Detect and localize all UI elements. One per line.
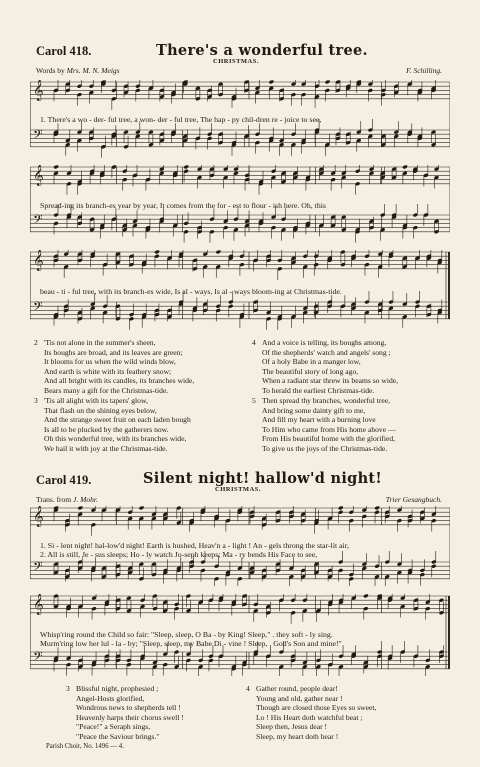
publication-footer: Parish Choir, No. 1496 — 4. <box>46 743 124 750</box>
svg-text:𝄞: 𝄞 <box>33 594 44 614</box>
carol-419-title: Silent night! hallow'd night! <box>143 470 383 487</box>
svg-text:𝄞: 𝄞 <box>33 80 44 100</box>
verses-419-right <box>246 684 446 742</box>
verses-418-left <box>34 338 244 454</box>
carol-419-composer: Trier Gesangbuch. <box>385 495 442 504</box>
svg-text:𝄞: 𝄞 <box>33 506 44 526</box>
svg-text:𝄞: 𝄞 <box>33 250 44 270</box>
lyric-line: beau - ti - ful tree, with its branch-es wide, Is al - ways, Is al - ways bloom-ing at Christmas-tide. <box>40 287 342 296</box>
lyric-line: 2. All is still, Je - sus sleeps; Ho - ly watch Jo-seph keeps; Ma - ry bends His Face to see, <box>40 550 318 559</box>
carol-419-translation-credit: Trans. from J. Mohr. <box>36 495 98 504</box>
lyric-line: Whisp'ring round the Child so fair: "Sleep, sleep, O Ba - by King! Sleep," . they soft - ly sing. <box>40 630 333 639</box>
verse-5: 5 Then spread thy branches, wonderful tree, And bring some dainty gift to me, And fill my heart with a burning love To Him who came from His home above — From His beautiful home with the glorified, To give us the joys of the Christmas-tide. <box>252 396 396 453</box>
carol-419-number: Carol 419. <box>36 473 92 487</box>
verse-3: 3 Blissful night, prophesied ; Angel-Hosts glorified, Wondrous news to shepherds tell ! Heavenly harps their chorus swell ! "Peace!" a Seraph sings, "Peace the Saviour brings." <box>66 684 184 741</box>
lyric-line: Spread-ing its branch-es year by year, It comes from the for - est to flour - ish here. Oh, this <box>40 201 326 210</box>
verses-418-right <box>252 338 462 454</box>
svg-text:𝄞: 𝄞 <box>33 165 44 185</box>
verse-2: 2 'Tis not alone in the summer's sheen, Its boughs are broad, and its leaves are green; It blooms for us when the wild winds blow, And earth is white with its feathery snow; And all bright with its candles, its branches wide, Bears many a gift for the Christmas-tide. <box>34 338 195 395</box>
lyric-line: 1. There's a wo - der- ful tree, a won- der - ful tree, The hap - py chil-dren re - joice to see, <box>40 115 322 124</box>
carol-418-words-credit: Words by Mrs. M. N. Meigs <box>36 66 120 75</box>
lyric-line: 1. Si - lent night! hal-low'd night! Earth is hushed, Heav'n a - light ! An - gels throng the star-lit air, <box>40 541 349 550</box>
svg-text:𝄢: 𝄢 <box>33 214 43 230</box>
carol-418-occasion: CHRISTMAS. <box>213 58 259 65</box>
carol-418-number: Carol 418. <box>36 44 92 58</box>
carol-418-composer: F. Schilling. <box>406 66 442 75</box>
verse-4: 4 And a voice is telling, its boughs among, Of the shepherds' watch and angels' song ; Of a holy Babe in a manger low, The beautiful story of long ago, When a radiant star threw its beams so wide, To herald the earliest Christmas-tide. <box>252 338 399 395</box>
svg-text:𝄢: 𝄢 <box>33 129 43 145</box>
carol-418-title: There's a wonderful tree. <box>156 42 368 59</box>
svg-text:𝄢: 𝄢 <box>33 301 43 317</box>
verses-419-left <box>66 684 246 742</box>
verse-4: 4 Gather round, people dear! Young and old, gather near ! Though are closed those Eyes so sweet, Lo ! His Heart doth watchful beat ; Sleep then, Jesus dear ! Sleep, my heart doth hear ! <box>246 684 377 741</box>
svg-text:𝄢: 𝄢 <box>33 651 43 667</box>
svg-text:𝄢: 𝄢 <box>33 561 43 577</box>
verse-3: 3 'Tis all alight with its tapers' glow, That flash on the shining eyes below, And the strange sweet fruit on each laden bough Is all to be plucked by the gatherers now. Oh this wonderful tree, with its branches wide, We hail it with joy at the Christmas-tide. <box>34 396 191 453</box>
lyric-line: Murm'ring low her lul - la - by; "Sleep, sleep, my Babe Di - vine ! Sleep, . God's Son and mine!" <box>40 639 342 648</box>
carol-419-occasion: CHRISTMAS. <box>215 486 261 493</box>
